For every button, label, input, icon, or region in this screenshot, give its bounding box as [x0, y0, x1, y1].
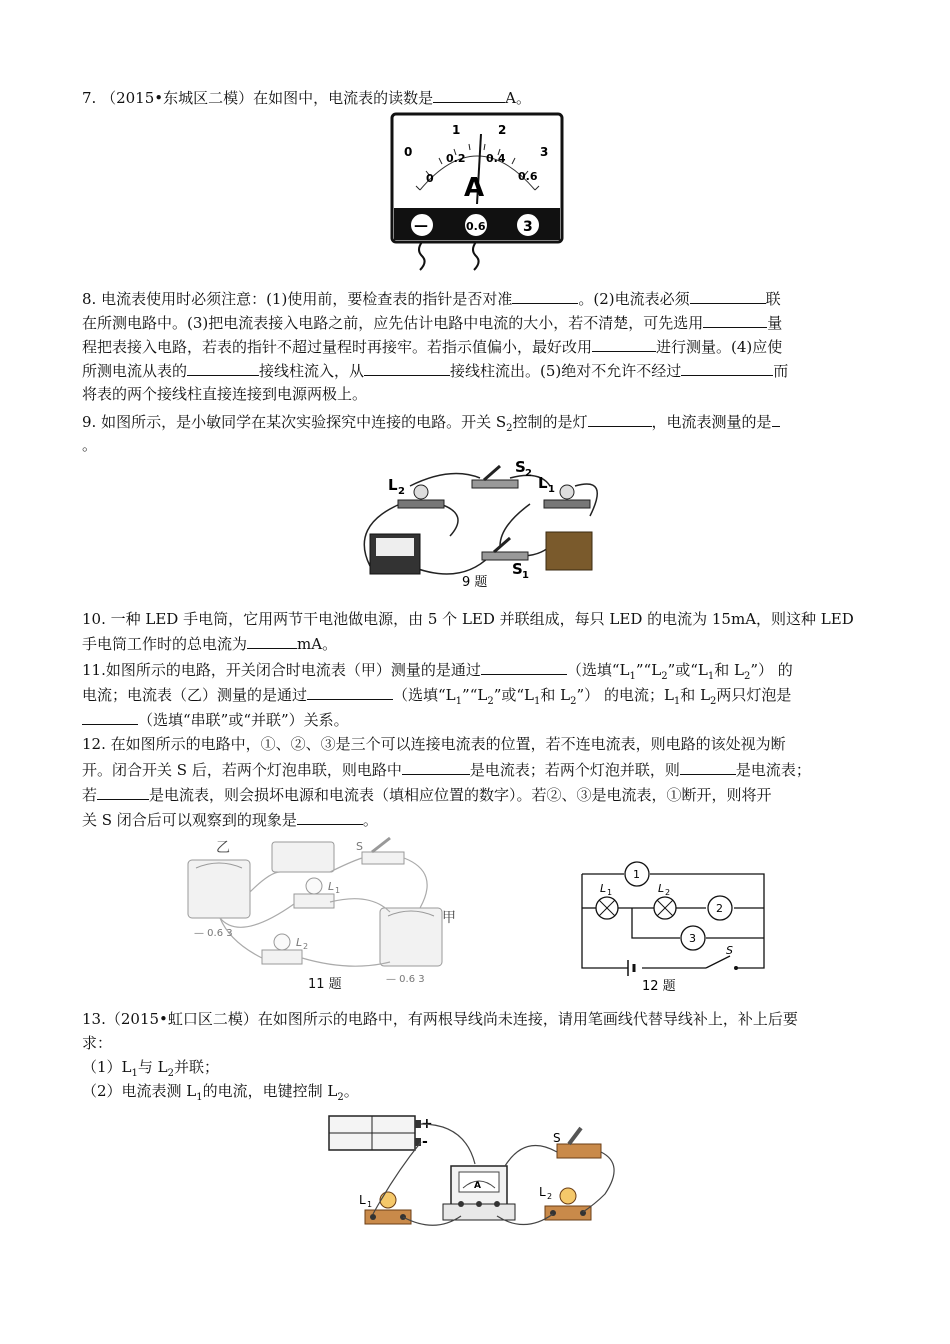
figure-12-caption: 12 题 [642, 979, 676, 994]
question-12-line-4 [82, 808, 872, 831]
q12-text-7: 关 S 闭合后可以观察到的现象是 [82, 811, 297, 829]
q11-text-2: （选填“L [566, 661, 630, 679]
q7-text: 7. （2015•东城区二模）在如图中，电流表的读数是 [82, 89, 434, 107]
q11-sub-1: 1 [629, 671, 636, 682]
battery-pack [329, 1116, 415, 1150]
lamp-base-l2 [262, 950, 302, 964]
q7-answer-blank[interactable] [433, 86, 505, 103]
lamp-base-l1 [294, 894, 334, 908]
figure-13 [325, 1104, 625, 1244]
q13-text-6: （2）电流表测 L [82, 1082, 197, 1100]
q8-blank-3[interactable] [703, 311, 767, 328]
label-l2-sub: 2 [303, 942, 309, 951]
q12-blank-3[interactable] [97, 783, 149, 800]
scale-low-0: 0 [426, 172, 434, 185]
lamp-l1 [560, 485, 574, 499]
label-l2: L [658, 882, 665, 895]
question-12-line-2 [82, 758, 872, 781]
question-8-line-3 [82, 335, 872, 358]
q12-blank-4[interactable] [297, 808, 363, 825]
q11-sub-3: 1 [707, 671, 715, 682]
label-l2-13-sub: 2 [547, 1192, 553, 1201]
position-1-label: 1 [633, 868, 640, 881]
q8-text-4: 在所测电路中。(3)把电流表接入电路之前，应先估计电路中电流的大小，若不清楚，可先选用 [82, 314, 704, 332]
ammeter-figure [390, 112, 565, 272]
lamp-l1-symbol [596, 897, 618, 919]
question-11-line-3 [82, 708, 872, 731]
q9-text-1: 9. 如图所示，是小敏同学在某次实验探究中连接的电路。开关 S [82, 413, 507, 431]
q9-text-4: 。 [82, 436, 98, 454]
q9-sub: 2 [506, 423, 513, 434]
label-l2: L [388, 476, 398, 494]
q13-text-1: 13.（2015•虹口区二模）在如图所示的电路中，有两根导线尚未连接，请用笔画线代替导线补上，补上后要 [82, 1010, 798, 1028]
switch-s [706, 956, 730, 968]
q12-text-2: 开。闭合开关 S 后，若两个灯泡串联，则电路中 [82, 761, 402, 779]
q13-text-4: 与 L [137, 1058, 168, 1076]
question-9-line-2 [82, 434, 872, 456]
q11-sub-8: 2 [570, 696, 577, 707]
q10-text-3: mA。 [297, 635, 338, 653]
ammeter-13-label: A [474, 1181, 481, 1191]
ammeter-13 [443, 1166, 515, 1220]
switch-base [362, 852, 404, 864]
q11-text-4: ”或“L [667, 661, 708, 679]
scale-label-2: 2 [498, 123, 507, 137]
q11-text-14: 两只灯泡是 [716, 686, 792, 704]
q8-text-1: 8. 电流表使用时必须注意：(1)使用前，要检查表的指针是否对准 [82, 290, 513, 308]
q11-text-11: 和 L [540, 686, 571, 704]
q13-sub-3: 1 [196, 1092, 203, 1103]
q13-text-7: 的电流，电键控制 L [202, 1082, 338, 1100]
battery-holder [272, 842, 334, 872]
q8-text-9: 接线柱流入，从 [259, 362, 365, 380]
q11-text-6: ”） 的 [750, 661, 793, 679]
q13-text-5: 并联； [174, 1058, 220, 1076]
switch-s1 [494, 538, 510, 552]
q9-blank-2[interactable] [772, 410, 780, 427]
terminal-3-label: 3 [523, 219, 533, 235]
figure-9 [350, 456, 610, 591]
position-2-label: 2 [716, 902, 723, 915]
figure-9-caption: 9 题 [462, 575, 488, 590]
q11-text-3: ”“L [635, 661, 662, 679]
label-s1: S [512, 560, 523, 578]
q11-blank-3[interactable] [82, 708, 138, 725]
ammeter-jia [380, 908, 442, 966]
q12-text-6: 是电流表，则会损坏电源和电流表（填相应位置的数字）。若②、③是电流表，①断开，则将开 [149, 786, 772, 804]
q8-text-10: 接线柱流出。(5)绝对不允许不经过 [450, 362, 682, 380]
q11-sub-6: 2 [487, 696, 494, 707]
ammeter-unit: A [464, 173, 485, 203]
q8-text-2: 。(2)电流表必须 [578, 290, 690, 308]
q13-text-8: 。 [343, 1082, 359, 1100]
q13-text-2: 求： [82, 1034, 113, 1052]
label-jia: 甲 [442, 910, 456, 926]
q9-text-2: 控制的是灯 [512, 413, 588, 431]
q11-text-9: ”“L [462, 686, 488, 704]
label-l1-sub: 1 [548, 484, 555, 495]
question-10-line-1 [82, 608, 872, 630]
label-l1-13: L [359, 1193, 366, 1207]
label-l2-sub: 2 [398, 486, 405, 497]
question-10-line-2 [82, 632, 872, 655]
q8-text-11: 而 [773, 362, 789, 380]
scale-low-06: 0.6 [518, 170, 538, 183]
question-7 [82, 86, 872, 109]
q11-text-8: （选填“L [393, 686, 456, 704]
q9-text-3: ，电流表测量的是 [651, 413, 772, 431]
scale-low-02: 0.2 [446, 152, 466, 165]
q8-blank-1[interactable] [512, 287, 578, 304]
battery-box [546, 532, 592, 570]
question-12-line-3 [82, 783, 872, 806]
q12-text-8: 。 [362, 811, 378, 829]
q11-blank-1[interactable] [481, 658, 567, 675]
label-l2: L [296, 936, 303, 949]
q11-sub-9: 1 [673, 696, 681, 707]
question-13-line-2 [82, 1032, 872, 1054]
scale-label-1: 1 [452, 123, 461, 137]
q11-text-15: （选填“串联”或“并联”）关系。 [138, 711, 349, 729]
q10-text-2: 手电筒工作时的总电流为 [82, 635, 248, 653]
scale-yi: — 0.6 3 [194, 928, 233, 939]
label-l1: L [600, 882, 607, 895]
q13-sub-1: 1 [131, 1068, 138, 1079]
q11-sub-4: 2 [743, 671, 751, 682]
battery-plus-label: + [421, 1116, 433, 1132]
label-s-13: S [553, 1131, 561, 1145]
question-8-line-2 [82, 311, 872, 334]
label-switch: S [356, 840, 363, 853]
question-8-line-4 [82, 359, 872, 382]
question-8-line-1 [82, 287, 872, 310]
q8-text-5: 量 [767, 314, 783, 332]
q11-text-7: 电流；电流表（乙）测量的是通过 [82, 686, 308, 704]
label-l1-13-sub: 1 [367, 1200, 373, 1209]
q11-sub-2: 2 [661, 671, 668, 682]
label-s: S [726, 944, 733, 957]
scale-label-0: 0 [404, 145, 413, 159]
q11-text-13: 和 L [680, 686, 711, 704]
q12-text-1: 12. 在如图所示的电路中，①、②、③是三个可以连接电流表的位置，若不连电流表，则电路的该处视为断 [82, 735, 786, 753]
q8-blank-6[interactable] [364, 359, 450, 376]
q8-text-7: 进行测量。(4)应使 [656, 338, 783, 356]
q8-blank-2[interactable] [690, 287, 766, 304]
q8-blank-4[interactable] [592, 335, 656, 352]
label-l1-sub: 1 [335, 886, 341, 895]
q8-text-3: 联 [765, 290, 781, 308]
label-l2-13: L [539, 1185, 546, 1199]
terminal-06-label: 0.6 [466, 220, 486, 233]
q11-text-5: 和 L [714, 661, 744, 679]
switch-s2 [484, 466, 500, 480]
label-l2-sub: 2 [665, 888, 671, 897]
figure-11 [180, 832, 460, 997]
position-3-label: 3 [689, 932, 696, 945]
q10-blank[interactable] [247, 632, 297, 649]
q12-blank-2[interactable] [680, 758, 736, 775]
label-s2-sub: 2 [525, 468, 532, 479]
figure-11-caption: 11 题 [308, 977, 342, 992]
q12-text-5: 若 [82, 786, 98, 804]
figure-12 [578, 856, 773, 996]
label-s1-sub: 1 [522, 570, 529, 581]
q11-blank-2[interactable] [307, 683, 393, 700]
q8-text-12: 将表的两个接线柱直接连接到电源两极上。 [82, 385, 368, 403]
label-l1-sub: 1 [607, 888, 613, 897]
q11-text-12: ”） 的电流；L [576, 686, 674, 704]
q11-sub-7: 1 [534, 696, 541, 707]
scale-jia: — 0.6 3 [386, 974, 425, 985]
scale-low-04: 0.4 [486, 152, 506, 165]
q8-blank-5[interactable] [187, 359, 259, 376]
q13-sub-4: 2 [337, 1092, 344, 1103]
q10-text-1: 10. 一种 LED 手电筒，它用两节干电池做电源，由 5 个 LED 并联组成，每只 LED 的电流为 15mA，则这种 LED [82, 610, 854, 628]
switch-13 [557, 1128, 601, 1158]
ammeter-yi [188, 860, 250, 918]
q8-blank-7[interactable] [681, 359, 773, 376]
lamp-l2-symbol [654, 897, 676, 919]
q11-text-10: ”或“L [493, 686, 535, 704]
q8-text-6: 程把表接入电路，若表的指针不超过量程时再接牢。若指示值偏小，最好改用 [82, 338, 593, 356]
q12-text-4: 是电流表； [735, 761, 811, 779]
q11-text-1: 11.如图所示的电路，开关闭合时电流表（甲）测量的是通过 [82, 661, 481, 679]
label-s2: S [515, 458, 526, 476]
label-l1: L [328, 880, 335, 893]
q12-blank-1[interactable] [402, 758, 470, 775]
lamp-l2 [414, 485, 428, 499]
question-12-line-1 [82, 733, 872, 755]
label-l1: L [538, 474, 548, 492]
scale-label-3: 3 [540, 145, 549, 159]
q7-unit: A。 [505, 89, 531, 107]
q11-sub-5: 1 [455, 696, 463, 707]
label-yi: 乙 [216, 840, 230, 856]
q13-text-3: （1）L [82, 1058, 132, 1076]
terminal-minus-label: — [414, 218, 428, 234]
q12-text-3: 是电流表；若两个灯泡并联，则 [469, 761, 680, 779]
battery-minus-label: - [422, 1134, 428, 1150]
q13-sub-2: 2 [167, 1068, 174, 1079]
q11-sub-10: 2 [710, 696, 717, 707]
question-8-line-5 [82, 383, 872, 405]
q9-blank-1[interactable] [588, 410, 652, 427]
q8-text-8: 所测电流从表的 [82, 362, 188, 380]
question-13-line-1 [82, 1008, 872, 1030]
